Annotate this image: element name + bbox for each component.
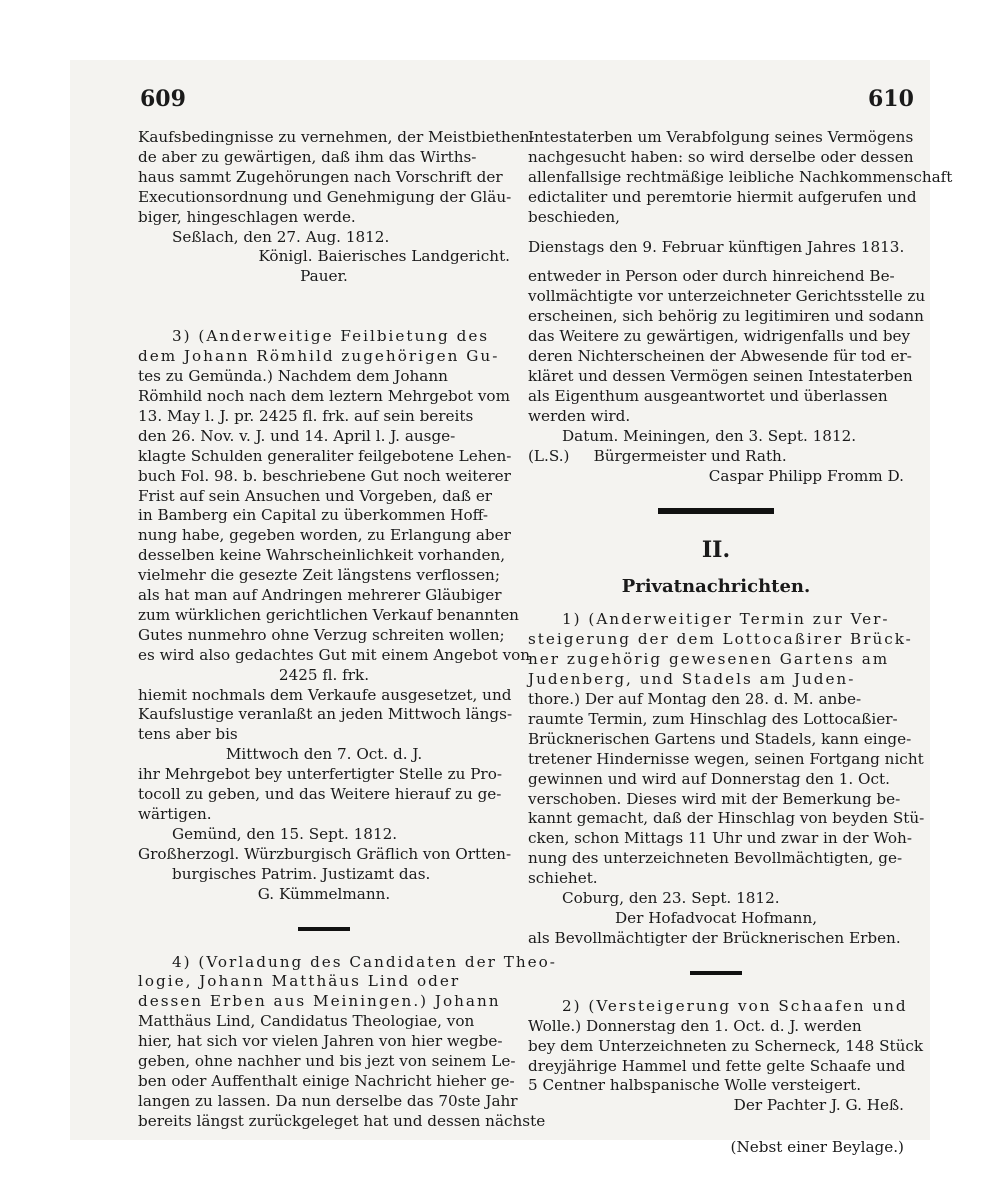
text-line: nung des unterzeichneten Bevollmächtigten, ge-: [528, 849, 903, 868]
signature: Caspar Philipp Fromm D.: [708, 466, 904, 485]
signature: Der Pachter J. G. Heß.: [733, 1096, 904, 1115]
text-line: als hat man auf Andringen mehrerer Gläubiger: [138, 586, 502, 605]
text-line: tocoll zu geben, und das Weitere hierauf zu ge-: [138, 785, 502, 804]
place-date: Datum. Meiningen, den 3. Sept. 1812.: [562, 426, 857, 445]
text-line: in Bamberg ein Capital zu überkommen Hoff-: [138, 506, 489, 525]
text-line: raumte Termin, zum Hinschlag des Lottocaßier-: [528, 709, 898, 728]
text-line: langen zu lassen. Da nun derselbe das 70ste Jahr: [138, 1091, 518, 1110]
text-line: Executionsordnung und Genehmigung der Gläu-: [138, 187, 512, 206]
date-line: Dienstags den 9. Februar künftigen Jahres 1813.: [528, 237, 905, 256]
text-line: desselben keine Wahrscheinlichkeit vorhanden,: [138, 546, 506, 565]
text-line: wärtigen.: [138, 805, 212, 823]
authority: Königl. Baierisches Landgericht.: [258, 247, 510, 266]
text-line: ihr Mehrgebot bey unterfertigter Stelle zu Pro-: [138, 765, 502, 784]
text-line: Römhild noch nach dem leztern Mehrgebot vom: [138, 386, 510, 405]
left-column: [138, 128, 557, 1132]
signatory-role: als Bevollmächtigter der Brücknerischen Erben.: [528, 928, 901, 947]
text-line: nachgesucht haben: so wird derselbe oder dessen: [528, 147, 914, 166]
text-line: vielmehr die gesezte Zeit längstens verflossen;: [138, 566, 500, 585]
text-line: de aber zu gewärtigen, daß ihm das Wirths-: [138, 147, 477, 166]
text-line: schiehet.: [528, 869, 598, 888]
text-line: haus sammt Zugehörungen nach Vorschrift der: [138, 167, 503, 186]
text-line: das Weitere zu gewärtigen, widrigenfalls und bey: [528, 327, 911, 346]
text-line: werden wird.: [528, 406, 631, 425]
notice-heading: 4) (Vorladung des Candidaten der Theo-: [172, 952, 557, 971]
spacer: [138, 931, 510, 953]
text-line: Matthäus Lind, Candidatus Theologiae, von: [138, 1012, 475, 1031]
text-line: gewinnen und wird auf Donnerstag den 1. Oct.: [528, 769, 890, 788]
seal-and-authority: [528, 447, 904, 467]
notice-heading: 1) (Anderweitiger Termin zur Ver-: [562, 610, 890, 629]
text-line: 5 Centner halbspanische Wolle versteigert.: [528, 1076, 862, 1095]
text-line: verschoben. Dieses wird mit der Bemerkung be-: [528, 789, 901, 808]
place-date: Seßlach, den 27. Aug. 1812.: [172, 227, 390, 246]
text-line: entweder in Person oder durch hinreichend Be-: [528, 267, 895, 286]
spacer: [528, 486, 904, 508]
text-line: logie, Johann Matthäus Lind oder: [138, 972, 461, 991]
text-line: dreyjährige Hammel und fette gelte Schaafe und: [528, 1056, 906, 1075]
text-line: nung habe, gegeben worden, zu Erlangung aber: [138, 526, 511, 545]
text-line: ben oder Auffenthalt einige Nachricht hieher ge-: [138, 1071, 515, 1090]
text-line: Kaufslustige veranlaßt an jeden Mittwoch längs-: [138, 705, 513, 724]
text-line: bereits längst zurückgeleget hat und dessen nächste: [138, 1111, 546, 1130]
text-line: tes zu Gemünda.) Nachdem dem Johann: [138, 367, 448, 386]
authority: burgisches Patrim. Justizamt das.: [172, 864, 431, 883]
spacer: [528, 949, 904, 971]
place-date: Gemünd, den 15. Sept. 1812.: [172, 824, 398, 843]
text-line: kannt gemacht, daß der Hinschlag von beyden Stü-: [528, 809, 925, 828]
spacer: [138, 287, 510, 327]
text-line: biger, hingeschlagen werde.: [138, 207, 356, 226]
text-line: bey dem Unterzeichneten zu Scherneck, 148 Stück: [528, 1036, 924, 1055]
authority: Großherzogl. Würzburgisch Gräflich von Ortten-: [138, 844, 512, 863]
text-line: kläret und dessen Vermögen seinen Intestaterben: [528, 366, 913, 385]
signature: Pauer.: [300, 267, 348, 286]
authority: Bürgermeister und Rath.: [593, 446, 787, 465]
text-line: dessen Erben aus Meiningen.) Johann: [138, 992, 501, 1011]
section-title: Privatnachrichten.: [621, 576, 811, 598]
spacer: [528, 564, 904, 574]
text-line: es wird also gedachtes Gut mit einem Angebot von: [138, 645, 531, 664]
text-line: thore.) Der auf Montag den 28. d. M. anbe-: [528, 690, 862, 709]
text-line: buch Fol. 98. b. beschriebene Gut noch weiterer: [138, 466, 511, 485]
text-line: Frist auf sein Ansuchen und Vorgeben, daß er: [138, 486, 493, 505]
text-line: tretener Hindernisse wegen, seinen Fortgang nicht: [528, 749, 924, 768]
text-line: Brücknerischen Gartens und Stadels, kann einge-: [528, 729, 912, 748]
spacer: [528, 1116, 904, 1138]
text-line: beschieden,: [528, 207, 620, 226]
text-line: zum würklichen gerichtlichen Verkauf benannten: [138, 605, 519, 624]
spacer: [528, 514, 904, 536]
text-line: Intestaterben um Verabfolgung seines Vermögens: [528, 128, 914, 146]
text-line: cken, schon Mittags 11 Uhr und zwar in der Woh-: [528, 829, 912, 848]
text-line: Kaufsbedingnisse zu vernehmen, der Meistbiethen-: [138, 128, 535, 146]
text-line: Gutes nunmehro ohne Verzug schreiten wollen;: [138, 625, 505, 644]
notice-heading: 2) (Versteigerung von Schaafen und: [562, 996, 908, 1015]
amount-line: 2425 fl. frk.: [278, 665, 370, 684]
spacer: [138, 905, 510, 927]
text-line: als Eigenthum ausgeantwortet und überlassen: [528, 386, 888, 405]
text-line: dem Johann Römhild zugehörigen Gu-: [138, 347, 500, 366]
page-number-left: 609: [140, 86, 186, 112]
text-line: Judenberg, und Stadels am Juden-: [528, 670, 856, 689]
section-number: II.: [701, 537, 731, 564]
text-line: Wolle.) Donnerstag den 1. Oct. d. J. werden: [528, 1016, 862, 1035]
deadline-line: Mittwoch den 7. Oct. d. J.: [225, 745, 423, 764]
spacer: [528, 228, 904, 238]
supplement-note: (Nebst einer Beylage.): [730, 1138, 904, 1157]
text-line: deren Nichterscheinen der Abwesende für tod er-: [528, 347, 912, 366]
text-line: hier, hat sich vor vielen Jahren von hier wegbe-: [138, 1032, 503, 1051]
text-line: 13. May l. J. pr. 2425 fl. frk. auf sein bereits: [138, 406, 474, 425]
right-column: [528, 128, 953, 1158]
place-date: Coburg, den 23. Sept. 1812.: [562, 889, 780, 908]
text-line: allenfallsige rechtmäßige leibliche Nachkommenschaft: [528, 167, 953, 186]
notice-heading: 3) (Anderweitige Feilbietung des: [172, 327, 490, 346]
text-line: geben, ohne nachher und bis jezt von seinem Le-: [138, 1052, 516, 1071]
signature: Der Hofadvocat Hofmann,: [614, 909, 818, 927]
text-line: klagte Schulden generaliter feilgebotene Lehen-: [138, 446, 512, 465]
text-line: hiemit nochmals dem Verkaufe ausgesetzet, und: [138, 685, 512, 704]
text-line: den 26. Nov. v. J. und 14. April l. J. ausge-: [138, 426, 456, 445]
spacer: [528, 975, 904, 997]
page-number-right: 610: [868, 86, 914, 112]
spacer: [528, 600, 904, 610]
spacer: [528, 257, 904, 267]
text-line: erscheinen, sich behörig zu legitimiren und sodann: [528, 307, 924, 326]
text-line: edictaliter und peremtorie hiermit aufgerufen und: [528, 187, 917, 206]
text-line: ner zugehörig gewesenen Gartens am: [528, 650, 890, 669]
text-line: vollmächtigte vor unterzeichneter Gerichtsstelle zu: [528, 287, 926, 306]
signature: G. Kümmelmann.: [257, 884, 391, 903]
text-line: tens aber bis: [138, 725, 238, 744]
text-line: steigerung der dem Lottocaßirer Brück-: [528, 630, 913, 649]
seal-mark: (L.S.): [528, 446, 570, 465]
